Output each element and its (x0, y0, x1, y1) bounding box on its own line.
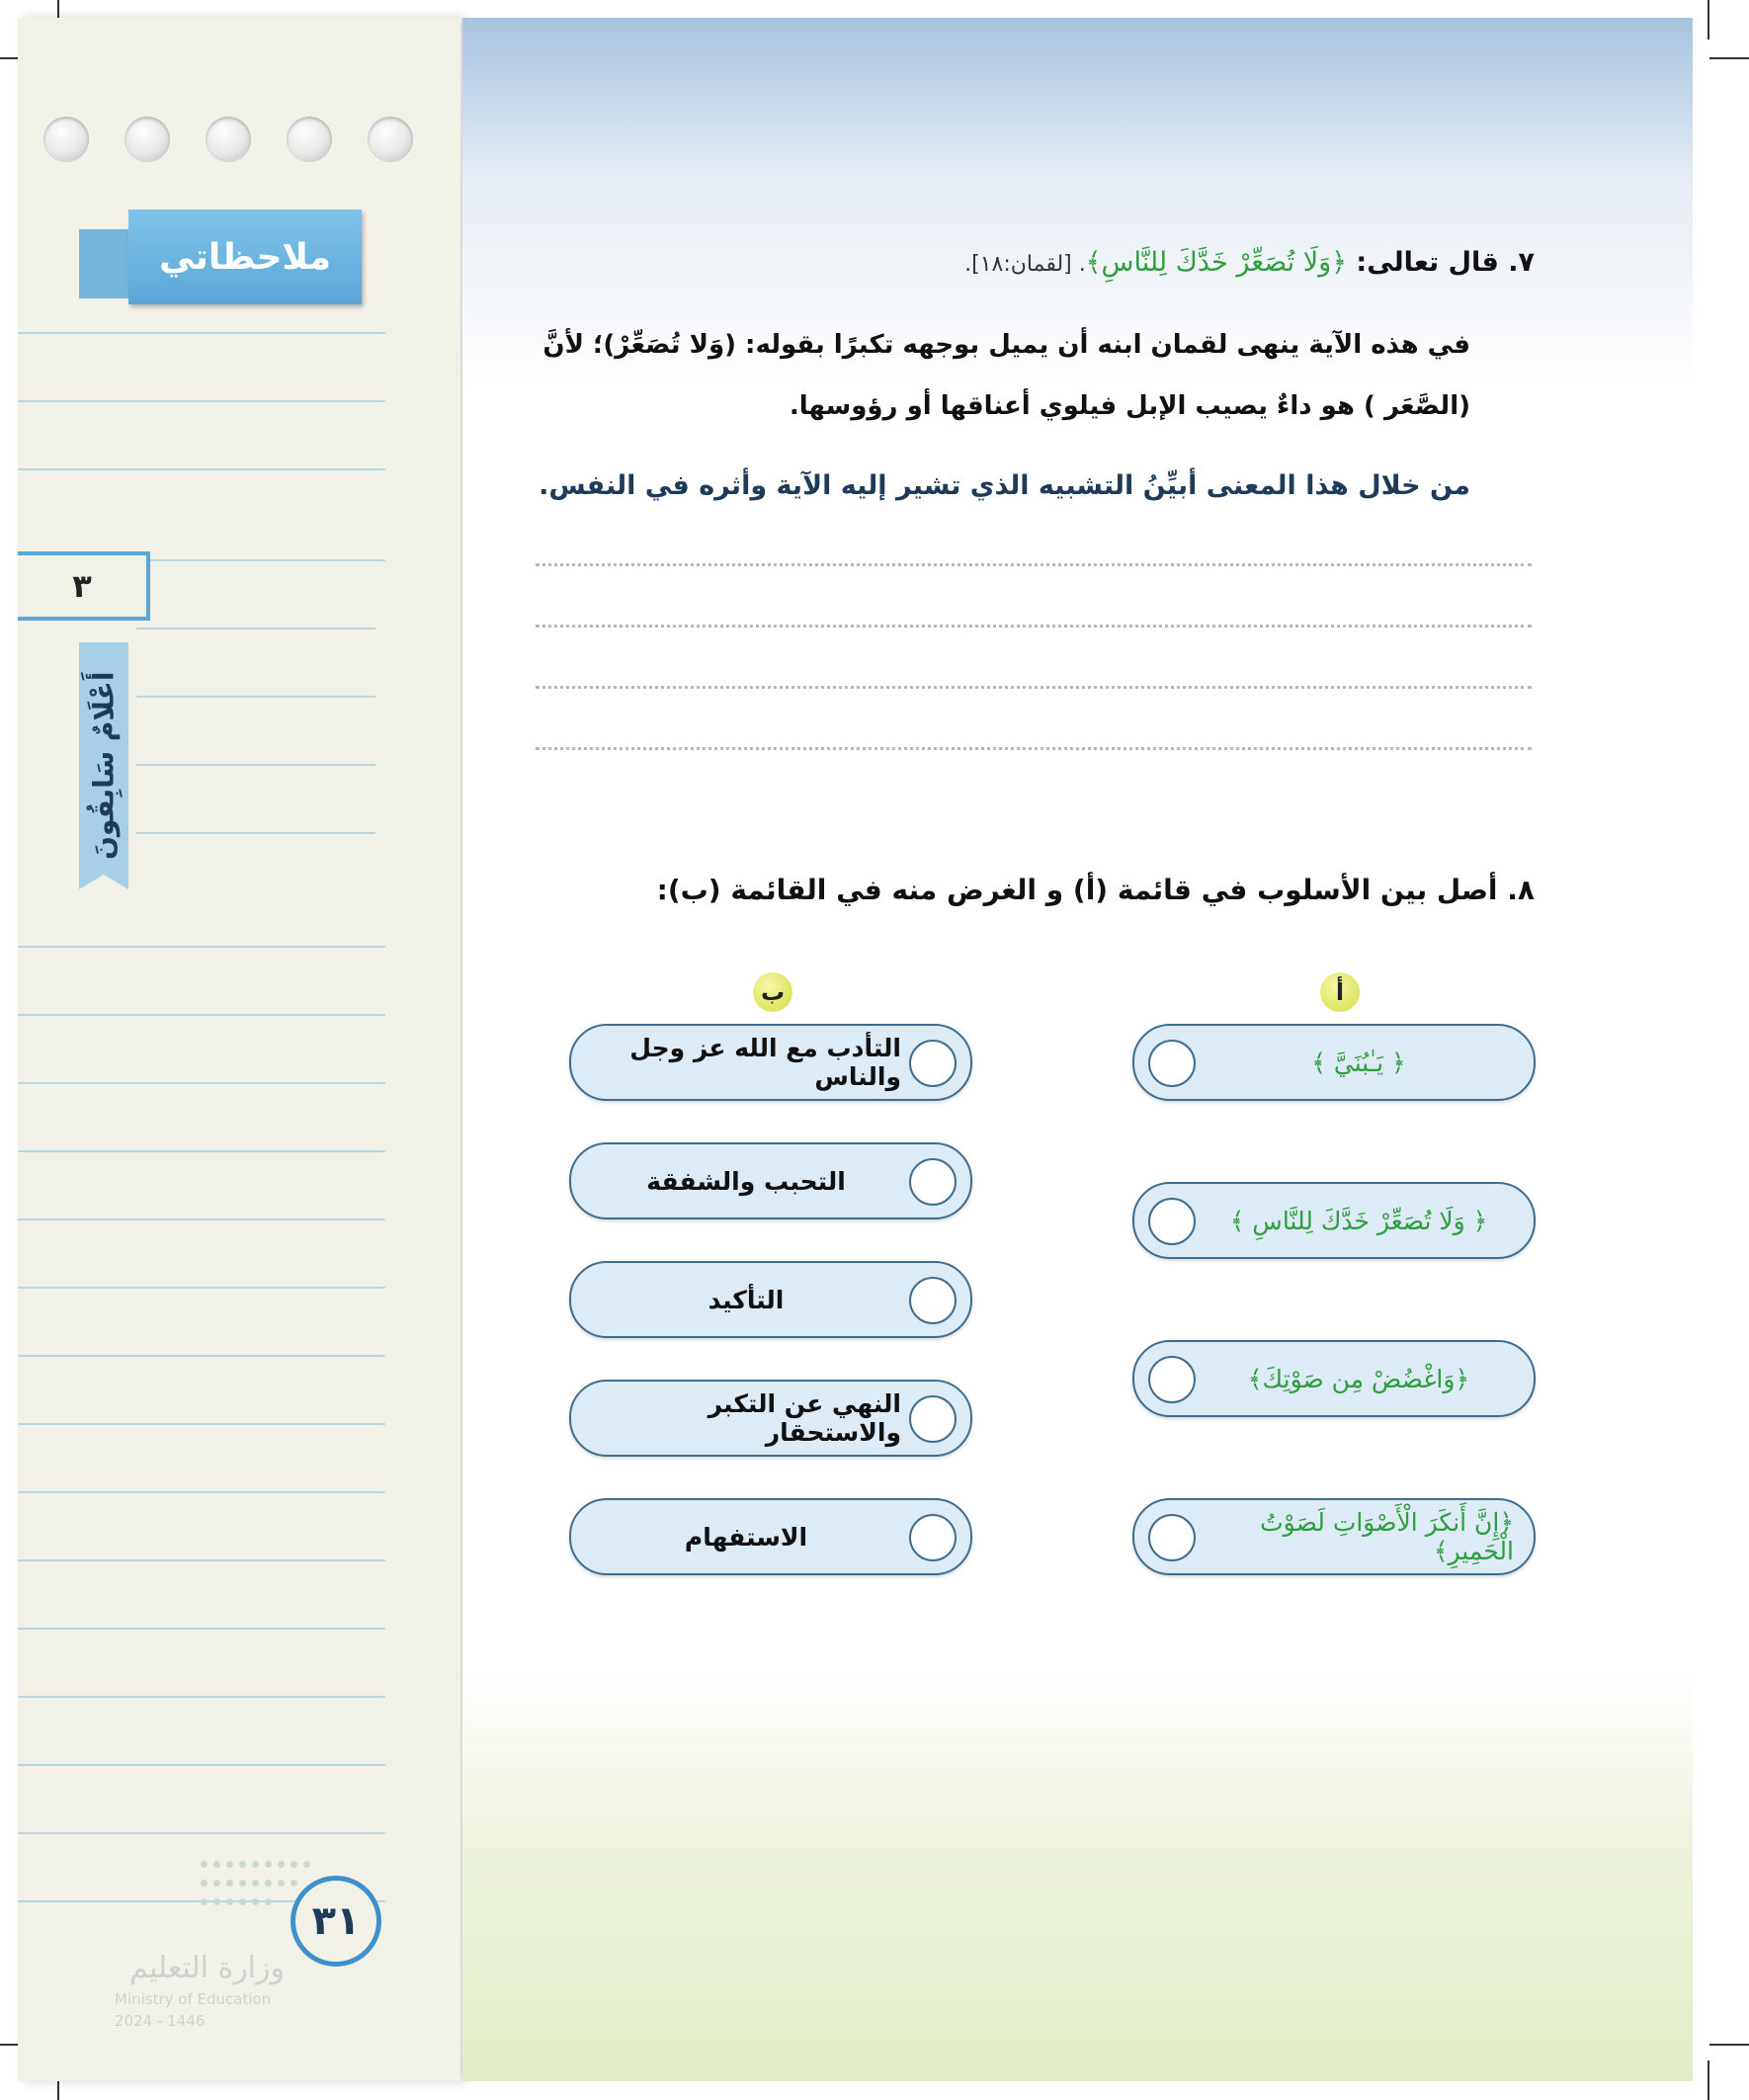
binder-ring-icon (125, 117, 170, 162)
notes-line (136, 764, 375, 766)
notes-line (146, 559, 385, 561)
notes-title-tab (79, 210, 375, 308)
list-a-text: ﴿ وَلَا تُصَعِّرْ خَدَّكَ لِلنَّاسِ ﴾ (1229, 1206, 1488, 1235)
match-circle[interactable] (909, 1277, 957, 1324)
q8-title: ٨. أصل بين الأسلوب في قائمة (أ) و الغرض منه في القائمة (ب): (656, 874, 1535, 906)
list-a-item[interactable] (1132, 1340, 1536, 1417)
list-b-item[interactable] (569, 1498, 972, 1575)
answer-line[interactable] (536, 747, 1532, 750)
binder-ring-icon (287, 117, 332, 162)
notes-line (18, 1628, 385, 1630)
column-b-badge: ب (753, 972, 792, 1012)
binder-ring-icon (368, 117, 413, 162)
q7-body: في هذه الآية ينهى لقمان ابنه أن يميل بوجهه تكبرًا بقوله: (وَلا تُصَعِّرْ)؛ لأنَّ (الصَّعَر ) هو داءٌ يصيب الإبل فيلوي أعناقها أو رؤوسها. (542, 330, 1470, 421)
binder-ring-icon (206, 117, 251, 162)
ministry-name-english: Ministry of Education (115, 1990, 272, 2008)
list-a-text: ﴿وَاغْضُضْ مِن صَوْتِكَ﴾ (1247, 1364, 1470, 1393)
list-b-text: التأدب مع الله عز وجل والناس (629, 1034, 901, 1091)
notes-line (18, 332, 385, 334)
notes-line (18, 1423, 385, 1425)
notes-line (136, 628, 375, 630)
q7-title (645, 247, 1535, 278)
page-number: ٣١ (291, 1876, 381, 1967)
notes-line (18, 1355, 385, 1357)
list-a-item[interactable] (1132, 1024, 1536, 1101)
ministry-year: 2024 - 1446 (115, 2012, 206, 2030)
main-content (462, 18, 1693, 2081)
list-b-item[interactable] (569, 1024, 972, 1101)
match-circle[interactable] (909, 1158, 957, 1206)
column-a-badge: أ (1320, 972, 1360, 1012)
crop-mark (1707, 2060, 1709, 2100)
q7-prefix: ٧. قال تعالى: (1347, 247, 1535, 278)
notes-line (136, 696, 375, 698)
list-b-text: الاستفهام (684, 1522, 808, 1552)
list-a-item[interactable] (1132, 1498, 1536, 1575)
notes-line (18, 1150, 385, 1152)
unit-title: أَعْلَامٌ سَابِقُونَ (87, 671, 121, 861)
notes-line (18, 1764, 385, 1766)
match-circle[interactable] (1148, 1514, 1196, 1561)
list-a-item[interactable] (1132, 1182, 1536, 1259)
notes-title: ملاحظاتي (128, 210, 362, 304)
match-circle[interactable] (1148, 1356, 1196, 1403)
list-b-item[interactable] (569, 1142, 972, 1219)
notes-line (18, 1218, 385, 1220)
list-b-text: التأكيد (708, 1285, 785, 1314)
answer-line[interactable] (536, 625, 1532, 628)
notes-line (18, 468, 385, 470)
match-circle[interactable] (909, 1040, 957, 1087)
crop-mark (1709, 57, 1749, 59)
notes-line (18, 1559, 385, 1561)
match-circle[interactable] (909, 1395, 957, 1443)
list-b-text: التحبب والشفقة (646, 1166, 846, 1196)
list-a-text: ﴿ يَـٰبُنَيَّ ﴾ (1311, 1048, 1406, 1077)
notes-line (18, 946, 385, 948)
match-circle[interactable] (1148, 1040, 1196, 1087)
crop-mark (1707, 0, 1709, 40)
q7-reference: . [لقمان:١٨]. (964, 252, 1086, 277)
list-a-text: ﴿إِنَّ أَنكَرَ الْأَصْوَاتِ لَصَوْتُ الْحَمِيرِ﴾ (1260, 1508, 1514, 1565)
notes-line (18, 1082, 385, 1084)
answer-line[interactable] (536, 563, 1532, 566)
notes-line (18, 1491, 385, 1493)
notes-panel (18, 18, 460, 2081)
notes-line (18, 1014, 385, 1016)
match-circle[interactable] (1148, 1198, 1196, 1245)
match-circle[interactable] (909, 1514, 957, 1561)
notes-line (18, 1832, 385, 1834)
binder-ring-icon (43, 117, 89, 162)
q7-instruction: من خلال هذا المعنى أبيِّنُ التشبيه الذي تشير إليه الآية وأثره في النفس. (539, 470, 1470, 501)
list-b-item[interactable] (569, 1380, 972, 1457)
unit-number: ٣ (18, 551, 150, 621)
list-b-text: النهي عن التكبر والاستحقار (708, 1389, 901, 1447)
q7-verse: ﴿وَلَا تُصَعِّرْ خَدَّكَ لِلنَّاسِ﴾ (1085, 247, 1348, 278)
notes-line (18, 1287, 385, 1289)
notes-line (18, 400, 385, 402)
notes-line (18, 1696, 385, 1698)
answer-line[interactable] (536, 686, 1532, 689)
notes-line (136, 832, 375, 834)
ministry-name-arabic: وزارة التعليم (128, 1951, 285, 1985)
crop-mark (1709, 2044, 1749, 2046)
list-b-item[interactable] (569, 1261, 972, 1338)
